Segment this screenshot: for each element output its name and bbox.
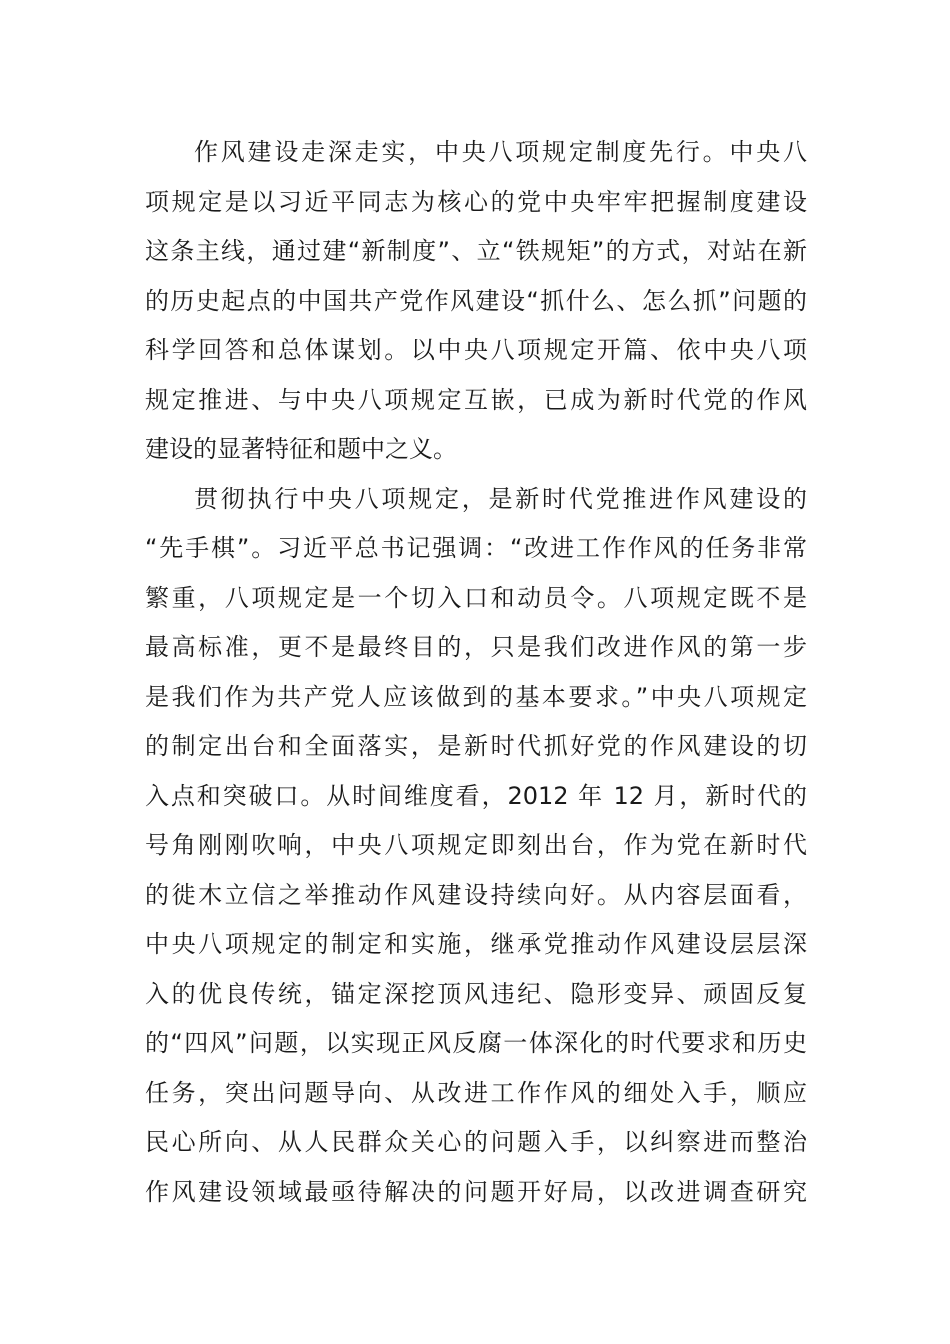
text-line: 规定推进、与中央八项规定互嵌，已成为新时代党的作风 <box>145 385 807 414</box>
text-line: “先手棋”。习近平总书记强调：“改进工作作风的任务非常 <box>145 534 807 562</box>
text-line: 这条主线，通过建“新制度”、立“铁规矩”的方式，对站在新 <box>145 237 807 265</box>
text-line: 作风建设领域最亟待解决的问题开好局，以改进调查研究 <box>145 1177 807 1206</box>
text-line: 号角刚刚吹响，中央八项规定即刻出台，作为党在新时代 <box>145 831 807 859</box>
text-line: 任务，突出问题导向、从改进工作作风的细处入手，顺应 <box>145 1078 807 1107</box>
text-line: 的制定出台和全面落实，是新时代抓好党的作风建设的切 <box>145 732 807 760</box>
text-line: 入的优良传统，锚定深挖顶风违纪、隐形变异、顽固反复 <box>145 979 807 1008</box>
text-line: 建设的显著特征和题中之义。 <box>145 435 457 463</box>
text-line: 的徙木立信之举推动作风建设持续向好。从内容层面看， <box>145 880 807 909</box>
text-line: 项规定是以习近平同志为核心的党中央牢牢把握制度建设 <box>145 187 807 216</box>
body-text <box>145 128 807 1217</box>
text-line: 中央八项规定的制定和实施，继承党推动作风建设层层深 <box>145 930 807 958</box>
text-line: 民心所向、从人民群众关心的问题入手，以纠察进而整治 <box>145 1128 807 1156</box>
paragraph-1 <box>145 128 807 475</box>
paragraph-2 <box>145 475 807 1218</box>
text-line: 繁重，八项规定是一个切入口和动员令。八项规定既不是 <box>145 583 807 612</box>
text-line: 的“四风”问题，以实现正风反腐一体深化的时代要求和历史 <box>145 1029 807 1057</box>
text-line: 的历史起点的中国共产党作风建设“抓什么、怎么抓”问题的 <box>145 286 807 315</box>
text-line: 作风建设走深走实，中央八项规定制度先行。中央八 <box>194 138 807 166</box>
text-line: 贯彻执行中央八项规定，是新时代党推进作风建设的 <box>194 484 807 513</box>
text-line: 最高标准，更不是最终目的，只是我们改进作风的第一步 <box>145 633 807 661</box>
text-line: 科学回答和总体谋划。以中央八项规定开篇、依中央八项 <box>145 336 807 364</box>
text-line: 是我们作为共产党人应该做到的基本要求。”中央八项规定 <box>145 682 807 711</box>
text-line: 入点和突破口。从时间维度看，2012 年 12 月，新时代的 <box>145 781 807 810</box>
